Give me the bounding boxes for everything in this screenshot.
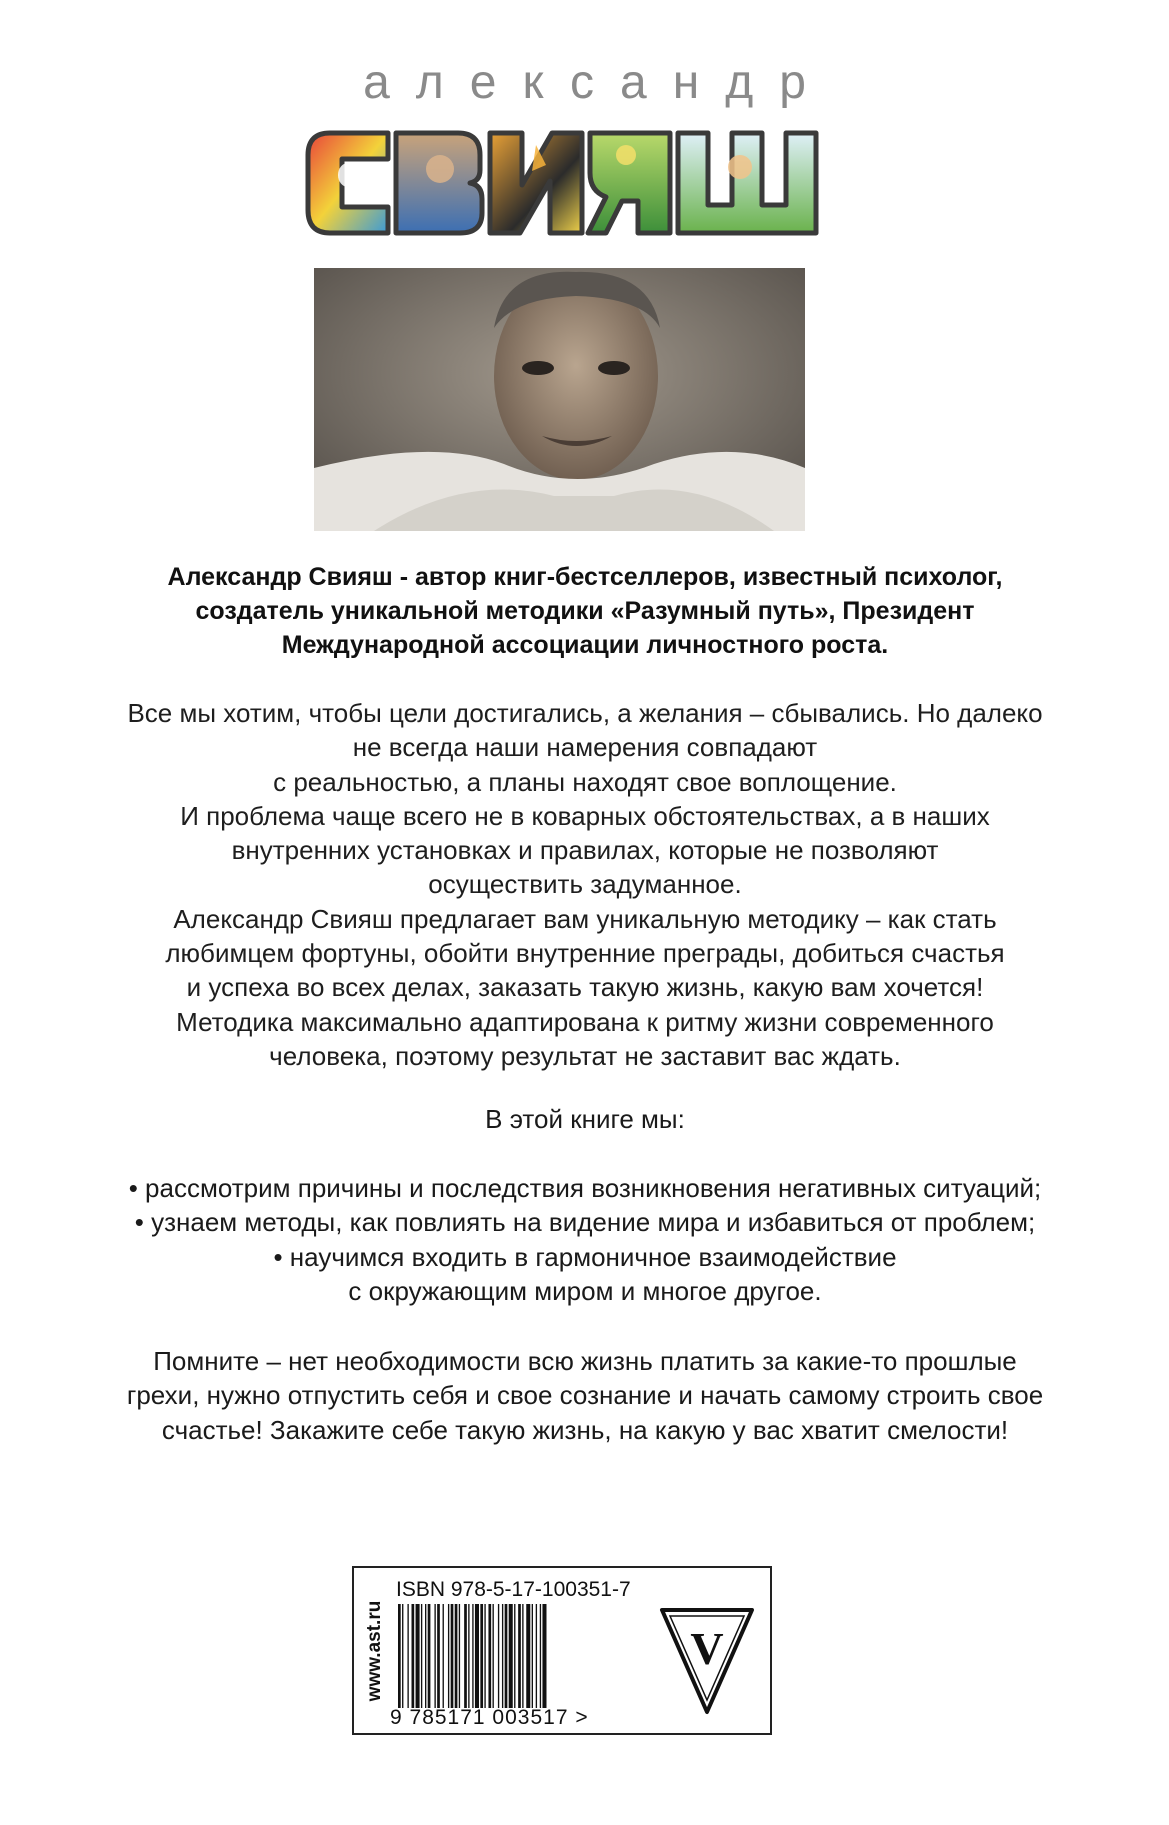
description-line: и успеха во всех делах, заказать такую жизнь, какую вам хочется! bbox=[186, 972, 984, 1003]
book-contents-list bbox=[40, 1171, 1130, 1308]
author-first-name: александр bbox=[363, 56, 832, 109]
closing-paragraph bbox=[60, 1344, 1110, 1447]
svg-text:V: V bbox=[690, 1623, 724, 1674]
publisher-website: www.ast.ru bbox=[364, 1600, 385, 1702]
barcode-digits: 9 785171 003517 > bbox=[390, 1706, 589, 1729]
bio-line: Александр Свияш - автор книг-бестселлеров, известный психолог, bbox=[167, 563, 1003, 591]
list-item: с окружающим миром и многое другое. bbox=[348, 1275, 822, 1306]
list-item: • научимся входить в гармоничное взаимодействие bbox=[273, 1241, 897, 1272]
closing-line: Помните – нет необходимости всю жизнь платить за какие-то прошлые bbox=[153, 1346, 1017, 1376]
closing-line: грехи, нужно отпустить себя и свое сознание и начать самому строить свое bbox=[126, 1380, 1044, 1411]
bio-line: создатель уникальной методики «Разумный путь», Президент bbox=[195, 597, 975, 625]
description-line: Все мы хотим, чтобы цели достигались, а желания – сбывались. Но далеко bbox=[127, 698, 1043, 728]
barcode bbox=[396, 1604, 618, 1708]
book-description bbox=[60, 696, 1110, 1073]
author-portrait bbox=[314, 268, 805, 531]
description-line: любимцем фортуны, обойти внутренние преграды, добиться счастья bbox=[165, 938, 1005, 969]
bio-line: Международной ассоциации личностного роста. bbox=[281, 631, 889, 659]
description-line: И проблема чаще всего не в коварных обстоятельствах, а в наших bbox=[180, 800, 990, 831]
description-line: осуществить задуманное. bbox=[428, 869, 742, 900]
isbn-barcode-block bbox=[352, 1566, 772, 1735]
description-line: не всегда наши намерения совпадают bbox=[352, 732, 818, 763]
publisher-logo bbox=[658, 1606, 756, 1716]
description-line: человека, поэтому результат не заставит вас ждать. bbox=[269, 1040, 901, 1071]
author-bio bbox=[110, 560, 1060, 662]
closing-line: счастье! Закажите себе такую жизнь, на какую у вас хватит смелости! bbox=[161, 1414, 1009, 1445]
description-line: Александр Свияш предлагает вам уникальную методику – как стать bbox=[173, 903, 997, 934]
description-line: внутренних установках и правилах, которые не позволяют bbox=[231, 835, 939, 866]
description-line: с реальностью, а планы находят свое воплощение. bbox=[273, 766, 897, 797]
list-item: • рассмотрим причины и последствия возникновения негативных ситуаций; bbox=[128, 1173, 1042, 1203]
book-contents-heading: В этой книге мы: bbox=[485, 1104, 685, 1134]
author-surname-logo bbox=[300, 115, 860, 250]
description-line: Методика максимально адаптирована к ритму жизни современного bbox=[176, 1006, 994, 1037]
list-item: • узнаем методы, как повлиять на видение мира и избавиться от проблем; bbox=[134, 1207, 1036, 1238]
isbn-number: ISBN 978-5-17-100351-7 bbox=[396, 1578, 631, 1601]
